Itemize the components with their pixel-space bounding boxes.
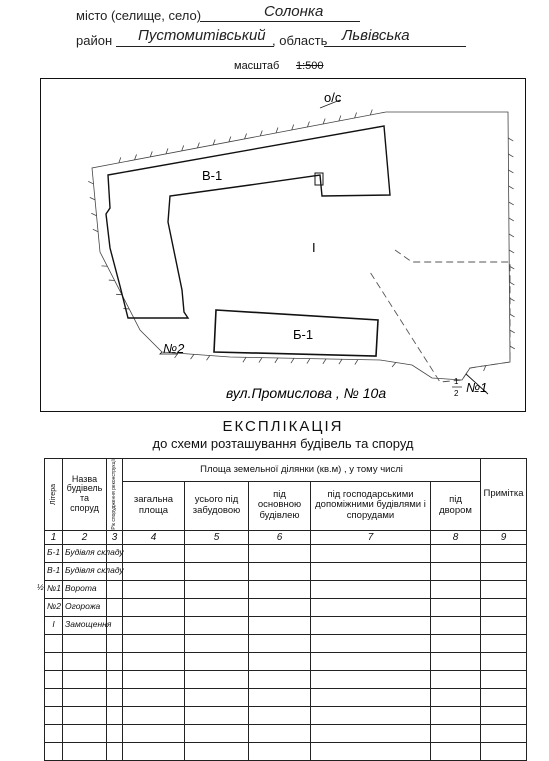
table-row bbox=[45, 562, 527, 580]
area-label: І bbox=[312, 240, 316, 255]
boundary-tick bbox=[323, 119, 325, 124]
header-year: Рік спорудження реконструкції bbox=[107, 459, 123, 531]
boundary-tick bbox=[182, 145, 184, 150]
row-litera bbox=[45, 580, 63, 598]
row-cell bbox=[107, 652, 123, 670]
b1-label: Б-1 bbox=[293, 327, 313, 342]
district-value: Пустомитівський bbox=[138, 27, 266, 44]
boundary-tick bbox=[355, 113, 357, 118]
row-cell bbox=[107, 580, 123, 598]
row-cell bbox=[249, 616, 311, 634]
boundary-tick bbox=[259, 358, 262, 363]
boundary-tick bbox=[243, 357, 246, 362]
boundary-tick bbox=[392, 362, 396, 366]
row-cell bbox=[431, 670, 481, 688]
row-cell bbox=[431, 544, 481, 562]
boundary-tick bbox=[510, 330, 515, 333]
header-note: Примітка bbox=[481, 459, 527, 531]
row-cell bbox=[431, 598, 481, 616]
row-cell bbox=[123, 544, 185, 562]
row-cell bbox=[185, 544, 249, 562]
row-litera bbox=[45, 742, 63, 760]
row-name bbox=[63, 706, 107, 724]
boundary-tick bbox=[509, 250, 514, 253]
row-litera: І bbox=[45, 616, 63, 634]
boundary-tick bbox=[509, 234, 514, 237]
row-litera: В-1 bbox=[45, 562, 63, 580]
row-cell bbox=[481, 742, 527, 760]
row-cell bbox=[123, 580, 185, 598]
row-cell bbox=[481, 724, 527, 742]
building-v1 bbox=[106, 126, 390, 318]
boundary-tick bbox=[207, 356, 210, 361]
row-cell bbox=[185, 634, 249, 652]
dashed-zone bbox=[370, 250, 510, 382]
row-cell bbox=[311, 580, 431, 598]
boundary-tick bbox=[339, 116, 341, 121]
row-cell bbox=[481, 544, 527, 562]
col-number: 8 bbox=[431, 530, 481, 544]
row-cell bbox=[185, 670, 249, 688]
town-label: місто (селище, село) bbox=[76, 8, 201, 23]
boundary-tick bbox=[275, 358, 278, 363]
boundary-tick bbox=[229, 136, 231, 141]
row-cell bbox=[311, 544, 431, 562]
boundary-tick bbox=[291, 358, 294, 363]
explication-title: ЕКСПЛІКАЦІЯ bbox=[40, 418, 526, 435]
row-cell bbox=[431, 634, 481, 652]
row-litera: №2 bbox=[45, 598, 63, 616]
boundary-tick bbox=[509, 202, 514, 205]
row-cell bbox=[123, 688, 185, 706]
row-cell bbox=[481, 598, 527, 616]
row-cell bbox=[185, 580, 249, 598]
row-cell bbox=[123, 670, 185, 688]
row-name bbox=[63, 652, 107, 670]
row-name: Замощення bbox=[63, 616, 107, 634]
row-cell bbox=[431, 724, 481, 742]
row-litera-text: №1 bbox=[47, 583, 61, 593]
col-number: 7 bbox=[311, 530, 431, 544]
boundary-tick bbox=[191, 354, 194, 359]
boundary-tick bbox=[509, 186, 514, 189]
row-cell bbox=[107, 742, 123, 760]
row-name bbox=[63, 688, 107, 706]
row-cell bbox=[481, 688, 527, 706]
row-cell bbox=[311, 652, 431, 670]
row-cell bbox=[311, 724, 431, 742]
n2-label: №2 bbox=[163, 341, 185, 356]
boundary-tick bbox=[323, 359, 326, 364]
row-cell bbox=[311, 670, 431, 688]
row-litera bbox=[45, 634, 63, 652]
row-cell bbox=[431, 580, 481, 598]
row-cell bbox=[481, 652, 527, 670]
row-cell bbox=[249, 742, 311, 760]
table-row bbox=[45, 598, 527, 616]
row-cell bbox=[185, 598, 249, 616]
row-name bbox=[63, 670, 107, 688]
row-cell bbox=[431, 562, 481, 580]
boundary-tick bbox=[355, 360, 358, 365]
row-cell bbox=[311, 706, 431, 724]
scale-label: масштаб bbox=[234, 60, 279, 72]
row-cell bbox=[123, 742, 185, 760]
row-name bbox=[63, 634, 107, 652]
boundary-tick bbox=[508, 154, 513, 157]
boundary-tick bbox=[245, 133, 247, 138]
table-row bbox=[45, 652, 527, 670]
boundary-tick bbox=[88, 181, 93, 184]
scale-value: 1:500 bbox=[296, 60, 324, 72]
row-cell bbox=[185, 616, 249, 634]
table-row bbox=[45, 688, 527, 706]
boundary-tick bbox=[197, 142, 199, 147]
row-cell bbox=[311, 688, 431, 706]
row-cell bbox=[123, 724, 185, 742]
col-number: 6 bbox=[249, 530, 311, 544]
row-cell bbox=[123, 634, 185, 652]
row-cell bbox=[107, 688, 123, 706]
row-cell bbox=[185, 652, 249, 670]
row-cell bbox=[431, 688, 481, 706]
boundary-tick bbox=[166, 148, 168, 153]
header-yard: під двором bbox=[431, 481, 481, 530]
boundary-tick bbox=[119, 157, 121, 162]
col-number: 3 bbox=[107, 530, 123, 544]
row-cell bbox=[431, 616, 481, 634]
header-total-area: загальна площа bbox=[123, 481, 185, 530]
explication-table bbox=[44, 458, 527, 761]
row-cell bbox=[107, 634, 123, 652]
row-cell bbox=[249, 652, 311, 670]
row-cell bbox=[431, 742, 481, 760]
boundary-tick bbox=[508, 138, 513, 141]
district-label: район bbox=[76, 33, 112, 48]
row-cell bbox=[185, 688, 249, 706]
table-row bbox=[45, 724, 527, 742]
boundary-tick bbox=[510, 346, 515, 349]
row-litera: Б-1 bbox=[45, 544, 63, 562]
row-cell bbox=[311, 598, 431, 616]
table-row bbox=[45, 616, 527, 634]
region-label: , область bbox=[272, 33, 327, 48]
row-cell bbox=[481, 562, 527, 580]
boundary-tick bbox=[509, 282, 514, 285]
explication-subtitle: до схеми розташування будівель та споруд bbox=[40, 436, 526, 451]
col-number: 5 bbox=[185, 530, 249, 544]
row-cell bbox=[481, 670, 527, 688]
table-row bbox=[45, 742, 527, 760]
row-cell bbox=[123, 598, 185, 616]
row-cell bbox=[249, 688, 311, 706]
boundary-tick bbox=[276, 127, 278, 132]
header-aux-buildings: під господарськими допоміжними будівлями і спорудами bbox=[311, 481, 431, 530]
row-cell bbox=[249, 580, 311, 598]
row-name: Огорожа bbox=[63, 598, 107, 616]
row-cell bbox=[123, 706, 185, 724]
row-name: Будівля складу bbox=[63, 562, 107, 580]
row-prefix: ½ bbox=[37, 584, 44, 593]
column-numbers-row bbox=[45, 530, 527, 544]
boundary-tick bbox=[260, 130, 262, 135]
row-cell bbox=[249, 634, 311, 652]
header-area-group: Площа земельної ділянки (кв.м) , у тому числі bbox=[123, 459, 481, 482]
row-cell bbox=[249, 670, 311, 688]
row-cell bbox=[185, 706, 249, 724]
row-cell bbox=[123, 562, 185, 580]
col-number: 1 bbox=[45, 530, 63, 544]
header-built-area: усього під забудовою bbox=[185, 481, 249, 530]
boundary-tick bbox=[484, 366, 486, 371]
row-litera bbox=[45, 670, 63, 688]
row-cell bbox=[107, 724, 123, 742]
n1-label: №1 bbox=[466, 380, 487, 395]
n1-fraction-top: 1 bbox=[454, 377, 459, 386]
table-row bbox=[45, 706, 527, 724]
row-cell bbox=[185, 724, 249, 742]
region-value: Львівська bbox=[342, 27, 410, 44]
row-cell bbox=[481, 616, 527, 634]
row-cell bbox=[481, 634, 527, 652]
boundary-tick bbox=[90, 197, 95, 200]
row-cell bbox=[107, 706, 123, 724]
col-number: 9 bbox=[481, 530, 527, 544]
col-number: 4 bbox=[123, 530, 185, 544]
boundary-tick bbox=[135, 154, 137, 159]
row-cell bbox=[431, 652, 481, 670]
boundary-tick bbox=[91, 213, 96, 216]
row-cell bbox=[481, 580, 527, 598]
row-name: Ворота bbox=[63, 580, 107, 598]
boundary-tick bbox=[292, 124, 294, 129]
row-cell bbox=[185, 562, 249, 580]
boundary-tick bbox=[213, 139, 215, 144]
row-cell bbox=[123, 652, 185, 670]
row-cell bbox=[123, 616, 185, 634]
row-name bbox=[63, 742, 107, 760]
header-main-building: під основною будівлею bbox=[249, 481, 311, 530]
row-cell bbox=[249, 724, 311, 742]
row-cell bbox=[185, 742, 249, 760]
boundary-tick bbox=[339, 359, 342, 364]
col-number: 2 bbox=[63, 530, 107, 544]
table-row bbox=[45, 634, 527, 652]
row-cell bbox=[311, 616, 431, 634]
row-cell bbox=[311, 742, 431, 760]
boundary-tick bbox=[307, 121, 309, 126]
row-name bbox=[63, 724, 107, 742]
row-litera bbox=[45, 706, 63, 724]
row-name: Будівля складу bbox=[63, 544, 107, 562]
boundary-tick bbox=[307, 359, 310, 364]
v1-label: В-1 bbox=[202, 168, 222, 183]
boundary-tick bbox=[93, 229, 98, 232]
header-litera: Літера bbox=[45, 459, 63, 531]
n1-fraction-bottom: 2 bbox=[454, 389, 459, 398]
table-row bbox=[45, 580, 527, 598]
row-cell bbox=[481, 706, 527, 724]
table-row bbox=[45, 544, 527, 562]
row-cell bbox=[249, 706, 311, 724]
row-cell bbox=[249, 562, 311, 580]
table-row bbox=[45, 670, 527, 688]
row-cell bbox=[249, 598, 311, 616]
row-litera bbox=[45, 652, 63, 670]
row-cell bbox=[249, 544, 311, 562]
boundary-tick bbox=[150, 151, 152, 156]
boundary-tick bbox=[370, 110, 372, 115]
street-label: вул.Промислова , № 10а bbox=[226, 385, 386, 401]
row-cell bbox=[311, 562, 431, 580]
row-litera bbox=[45, 688, 63, 706]
row-cell bbox=[107, 598, 123, 616]
header-name: Назва будівель та споруд bbox=[63, 459, 107, 531]
town-value: Солонка bbox=[264, 3, 323, 20]
row-litera bbox=[45, 724, 63, 742]
boundary-tick bbox=[508, 170, 513, 173]
row-cell bbox=[107, 670, 123, 688]
boundary-tick bbox=[509, 218, 514, 221]
row-cell bbox=[431, 706, 481, 724]
row-cell bbox=[311, 634, 431, 652]
os-label: о/с bbox=[324, 90, 342, 105]
